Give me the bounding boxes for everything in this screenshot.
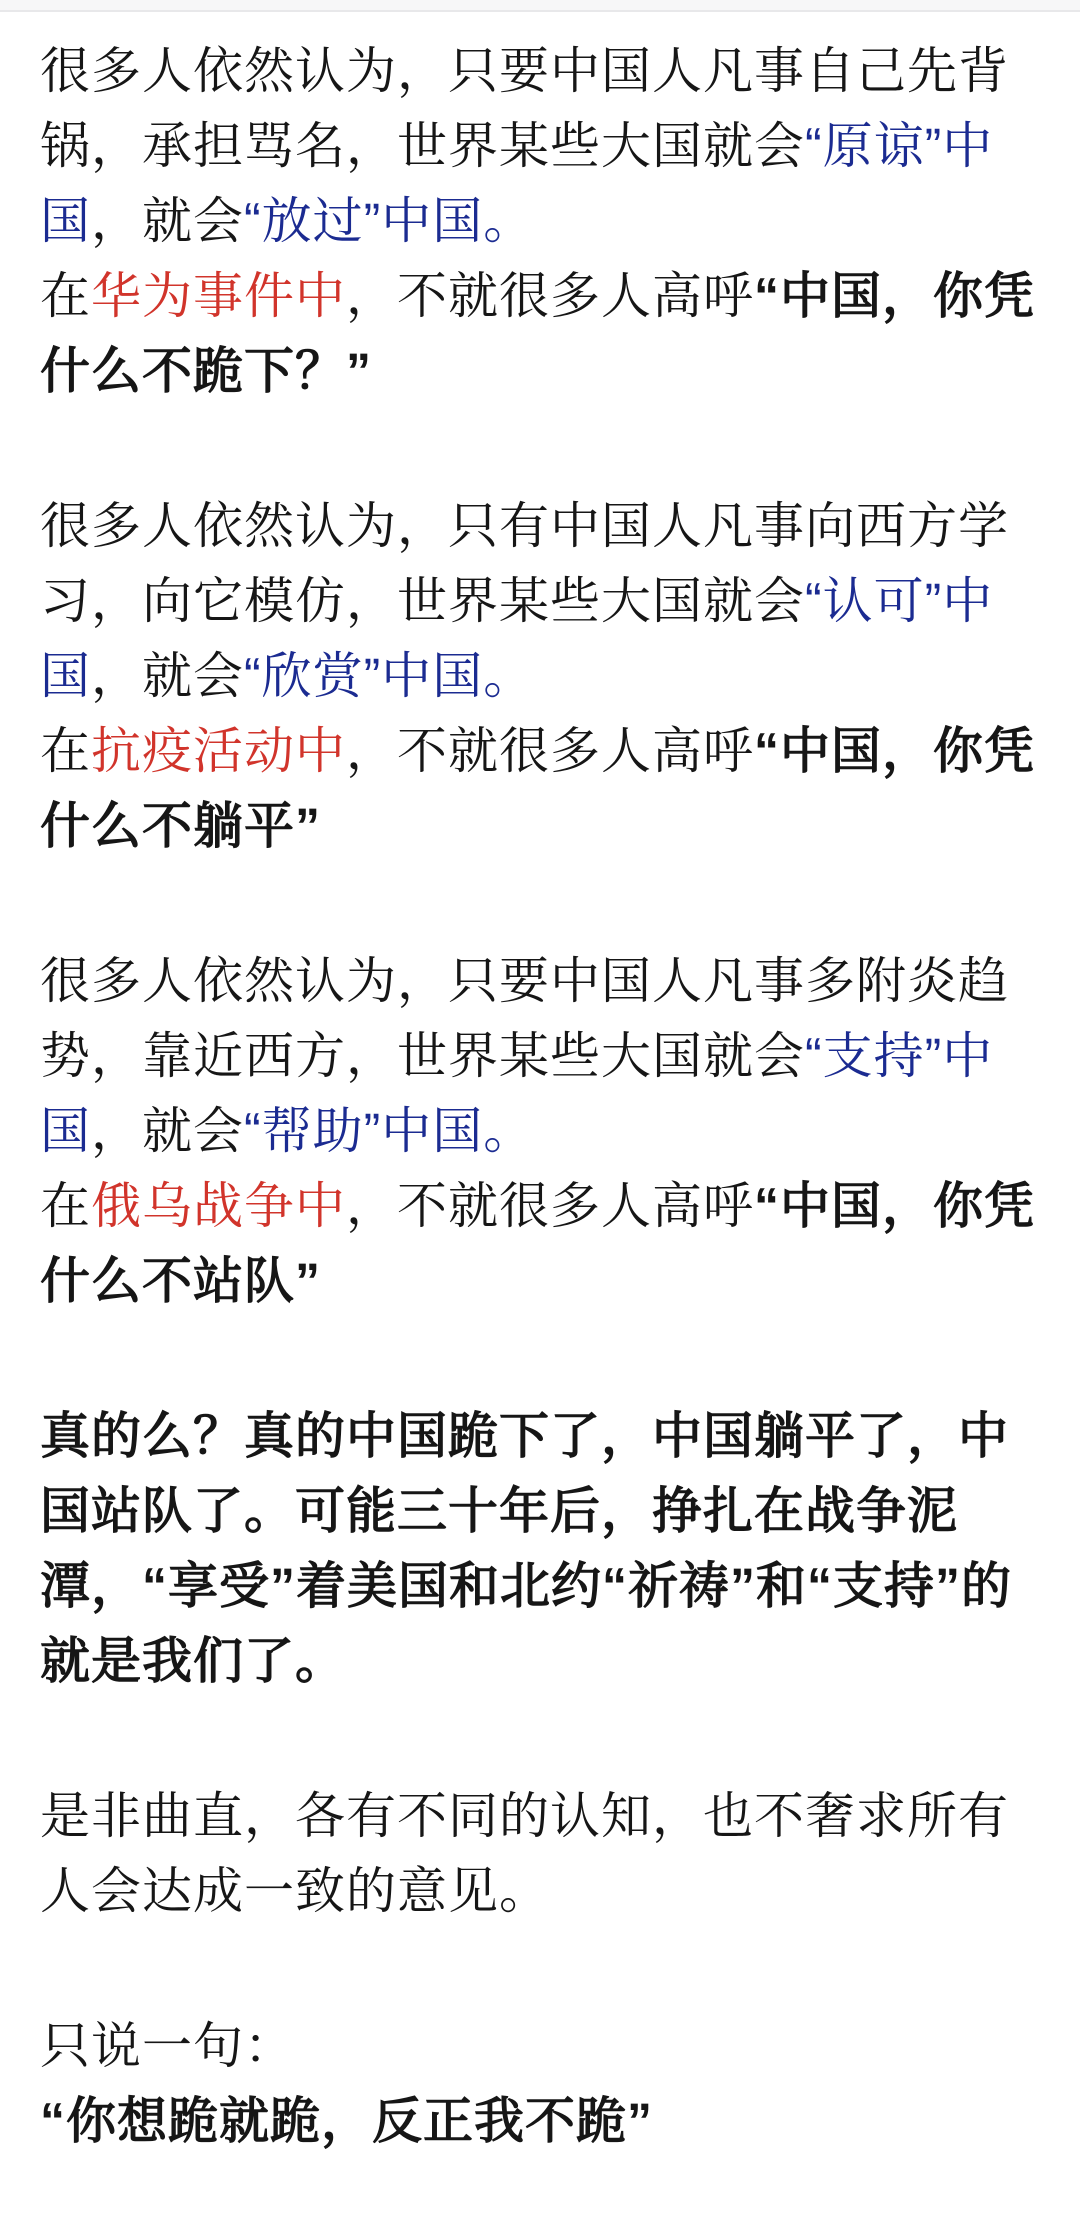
body-text: 在 (40, 723, 91, 779)
highlight-blue-text: “支持”中国 (40, 1028, 994, 1159)
highlight-red-text: 华为事件中 (91, 268, 346, 324)
body-text: ，就会 (91, 1103, 244, 1159)
body-text: 只说一句： (40, 2018, 295, 2074)
highlight-blue-text: “放过”中国。 (244, 193, 535, 249)
top-divider (0, 0, 1080, 12)
paragraph (40, 1399, 1040, 1699)
body-text: ，不就很多人高呼 (346, 1178, 754, 1234)
paragraph (40, 714, 1040, 864)
body-text: 是非曲直，各有不同的认知，也不奢求所有人会达成一致的意见。 (40, 1788, 1009, 1919)
highlight-blue-text: “原谅”中国 (40, 118, 994, 249)
body-text: 在 (40, 268, 91, 324)
article (0, 12, 1080, 2219)
emphasis-bold-text: “中国，你凭什么不站队” (40, 1178, 1035, 1309)
paragraph (40, 2084, 1040, 2159)
emphasis-bold-text: “中国，你凭什么不躺平” (40, 723, 1035, 854)
body-text: ，就会 (91, 648, 244, 704)
paragraph (40, 489, 1040, 714)
emphasis-bold-text: “中国，你凭什么不跪下？” (40, 268, 1035, 399)
paragraph (40, 34, 1040, 259)
emphasis-bold-text: “你想跪就跪，反正我不跪” (40, 2093, 653, 2149)
body-text: ，不就很多人高呼 (346, 723, 754, 779)
body-text: 很多人依然认为，只要中国人凡事多附炎趋势，靠近西方，世界某些大国就会 (40, 953, 1009, 1084)
body-text: ，不就很多人高呼 (346, 268, 754, 324)
paragraph (40, 1169, 1040, 1319)
body-text: 很多人依然认为，只有中国人凡事向西方学习，向它模仿，世界某些大国就会 (40, 498, 1009, 629)
paragraph (40, 944, 1040, 1169)
paragraph (40, 259, 1040, 409)
highlight-blue-text: “帮助”中国。 (244, 1103, 535, 1159)
body-text: ，就会 (91, 193, 244, 249)
paragraph (40, 1779, 1040, 1929)
body-text: 在 (40, 1178, 91, 1234)
emphasis-bold-text: 真的么？真的中国跪下了，中国躺平了，中国站队了。可能三十年后，挣扎在战争泥潭，“享受”着美国和北约“祈祷”和“支持”的就是我们了。 (40, 1408, 1012, 1689)
highlight-blue-text: “认可”中国 (40, 573, 994, 704)
highlight-red-text: 抗疫活动中 (91, 723, 346, 779)
highlight-red-text: 俄乌战争中 (91, 1178, 346, 1234)
highlight-blue-text: “欣赏”中国。 (244, 648, 535, 704)
body-text: 很多人依然认为，只要中国人凡事自己先背锅，承担骂名，世界某些大国就会 (40, 43, 1009, 174)
paragraph (40, 2009, 1040, 2084)
